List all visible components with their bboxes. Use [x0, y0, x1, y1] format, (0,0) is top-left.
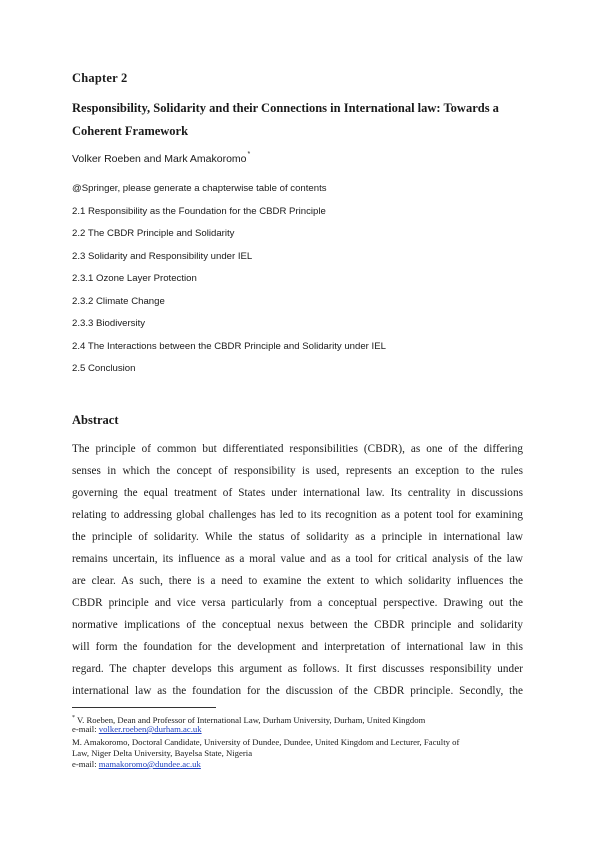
chapter-title-line: Responsibility, Solidarity and their Connections in International law: Towards a [72, 101, 499, 115]
toc-item[interactable]: 2.5 Conclusion [72, 363, 136, 374]
amakoromo-email-link[interactable]: mamakoromo@dundee.ac.uk [98, 759, 201, 769]
abstract-line: senses in which the concept of responsibility is used, represents an exception to the rules [72, 465, 523, 477]
email-label: e-mail: [72, 759, 99, 769]
footnote-divider [72, 707, 216, 708]
abstract-line: regard. The chapter develops this argument as follows. It first discusses responsibility under [72, 663, 523, 675]
authors-text: Volker Roeben and Mark Amakoromo [72, 153, 247, 165]
footnote-roeben-text: V. Roeben, Dean and Professor of International Law, Durham University, Durham, United Kingdom [77, 715, 426, 725]
abstract-heading: Abstract [72, 413, 119, 427]
toc-item[interactable]: 2.3.1 Ozone Layer Protection [72, 273, 197, 284]
footnote-roeben-email-line [72, 724, 523, 735]
abstract-line: relating to addressing global challenges has led to its recognition as a potent tool for examining [72, 509, 523, 521]
chapter-title [72, 97, 523, 143]
footnote-marker: * [72, 715, 75, 721]
abstract-line: the principle of solidarity. While the status of solidarity as a principle in international law [72, 531, 523, 543]
abstract-line: will form the foundation for the development and interpretation of international law in this [72, 641, 523, 653]
toc-item[interactable]: 2.3.2 Climate Change [72, 296, 165, 307]
abstract-line: normative implications of the conceptual nexus between the CBDR principle and solidarity [72, 619, 523, 631]
toc-item[interactable]: 2.4 The Interactions between the CBDR Principle and Solidarity under IEL [72, 341, 386, 352]
abstract-line: governing the equal treatment of States under international law. Its centrality in discussions [72, 487, 523, 499]
chapter-label: Chapter 2 [72, 71, 128, 85]
email-label: e-mail: [72, 724, 99, 734]
abstract-line: are clear. As such, there is a need to examine the extent to which solidarity influences the [72, 575, 523, 587]
toc-item[interactable]: 2.3.3 Biodiversity [72, 318, 146, 329]
toc-item[interactable]: 2.1 Responsibility as the Foundation for the CBDR Principle [72, 206, 326, 217]
chapter-title-line: Coherent Framework [72, 124, 189, 138]
footnote-amakoromo-email-line [72, 759, 523, 770]
abstract-line: CBDR principle and vice versa particularly from a conceptual perspective. Drawing out the [72, 597, 523, 609]
author-footnote-marker[interactable]: * [247, 151, 251, 158]
abstract-line: international law as the foundation for the discussion of the CBDR principle. Secondly, the [72, 685, 523, 697]
abstract-line: remains uncertain, its influence as a moral value and as a tool for critical analysis of the law [72, 553, 523, 565]
roeben-email-link[interactable]: volker.roeben@durham.ac.uk [98, 724, 202, 734]
footnote-amakoromo: M. Amakoromo, Doctoral Candidate, University of Dundee, Dundee, United Kingdom and Lecturer, Faculty of [72, 737, 460, 747]
toc-note: @Springer, please generate a chapterwise table of contents [72, 183, 327, 194]
toc-item[interactable]: 2.3 Solidarity and Responsibility under IEL [72, 251, 253, 262]
abstract-line: The principle of common but differentiated responsibilities (CBDR), as one of the differing [72, 443, 523, 455]
toc-item[interactable]: 2.2 The CBDR Principle and Solidarity [72, 228, 235, 239]
author-line [72, 151, 250, 165]
footnote-amakoromo-cont: Law, Niger Delta University, Bayelsa State, Nigeria [72, 748, 253, 758]
